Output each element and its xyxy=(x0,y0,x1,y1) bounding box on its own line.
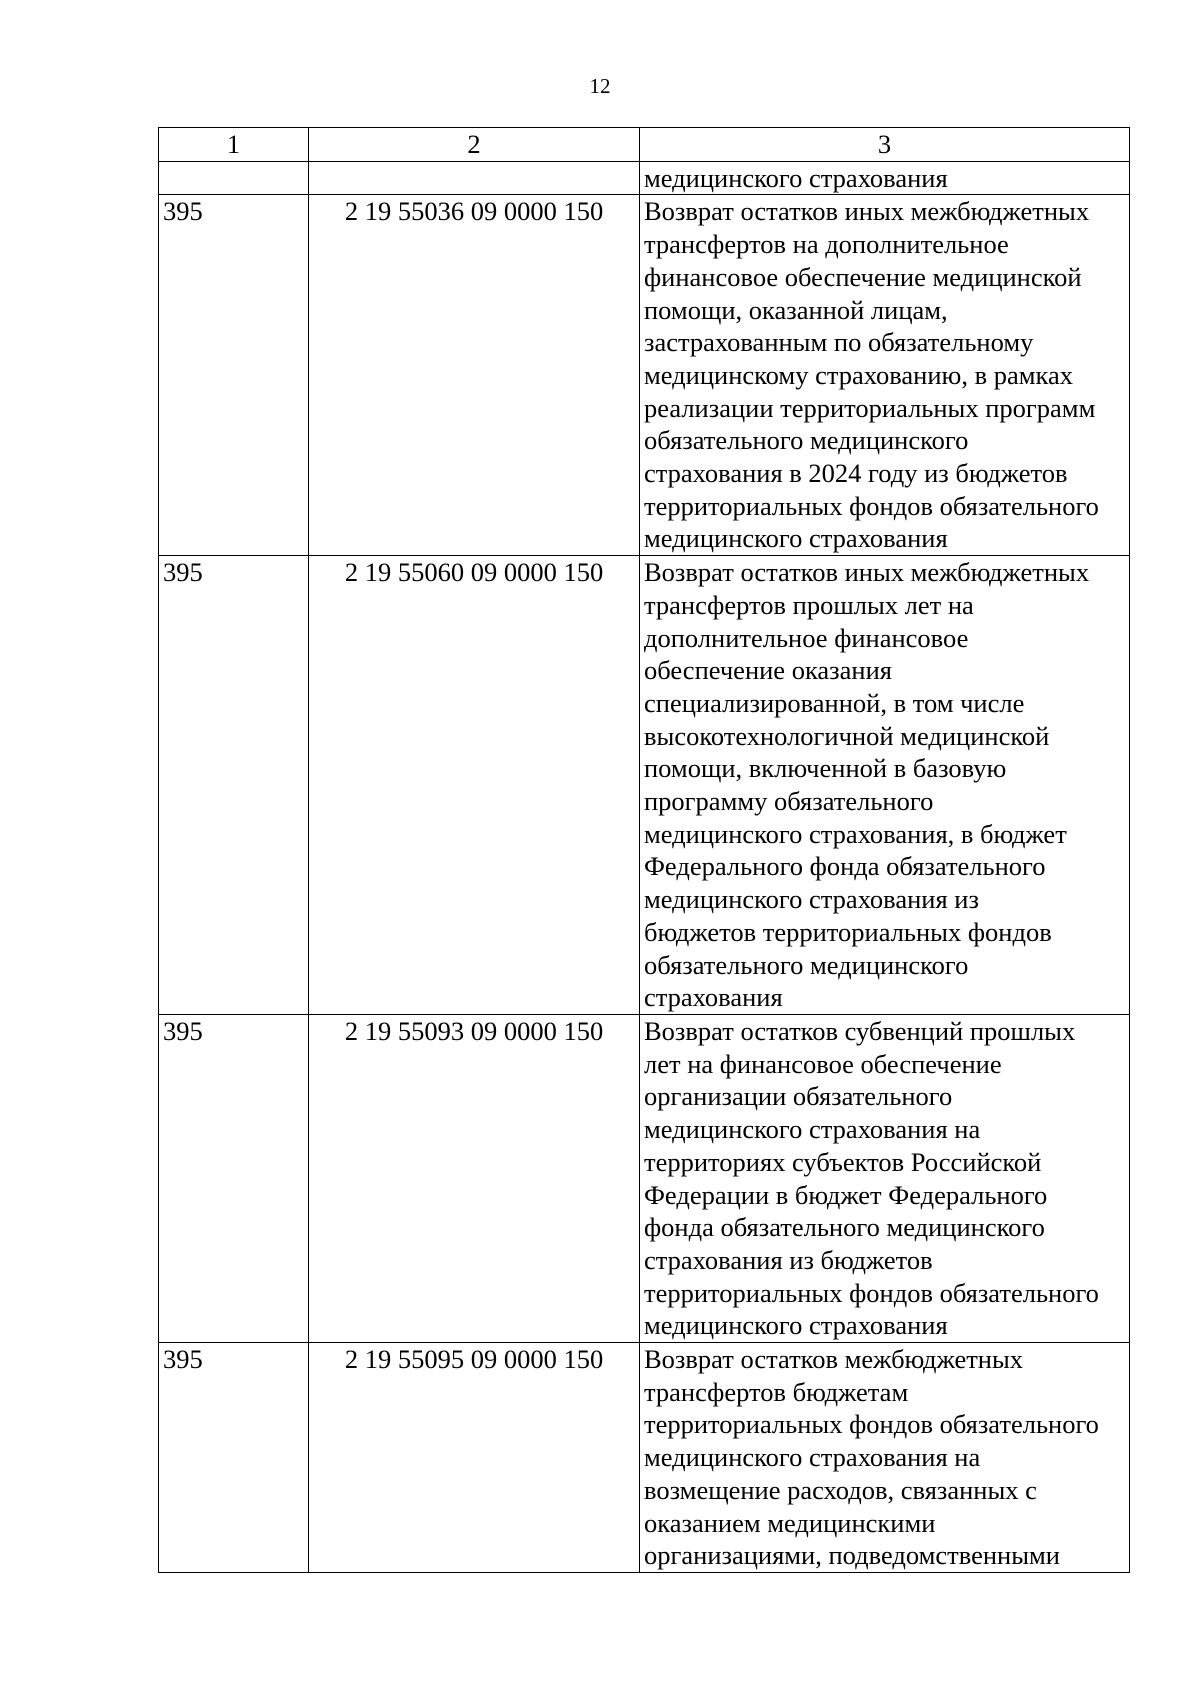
description-line: программу обязательного xyxy=(644,786,934,817)
description-cell xyxy=(640,161,1130,195)
description-line: страхования в 2024 году из бюджетов xyxy=(644,458,1068,489)
description-line: обязательного медицинского xyxy=(644,425,969,456)
kbk-code-cell: 2 19 55036 09 0000 150 xyxy=(309,195,640,556)
description-line: медицинского страхования на xyxy=(644,1114,981,1145)
description-line: помощи, оказанной лицам, xyxy=(644,294,948,325)
admin-code-cell xyxy=(159,161,309,195)
description-line: территориальных фондов обязательного xyxy=(644,1409,1099,1440)
admin-code-cell: 395 xyxy=(159,1014,309,1342)
kbk-code-cell xyxy=(309,161,640,195)
description-line: лет на финансовое обеспечение xyxy=(644,1048,1002,1079)
description-line: Возврат остатков субвенций прошлых xyxy=(644,1015,1076,1046)
admin-code-cell: 395 xyxy=(159,1343,309,1573)
description-line: медицинского страхования на xyxy=(644,1442,981,1473)
description-line: реализации территориальных программ xyxy=(644,392,1096,423)
description-line: помощи, включенной в базовую xyxy=(644,753,1007,784)
description-line: медицинского страхования xyxy=(644,523,948,554)
description-line: обеспечение оказания xyxy=(644,655,892,686)
description-cell xyxy=(640,1343,1130,1573)
budget-classification-table xyxy=(158,127,1130,1573)
kbk-code-cell: 2 19 55093 09 0000 150 xyxy=(309,1014,640,1342)
description-line: оказанием медицинскими xyxy=(644,1507,936,1538)
description-line: Федерального фонда обязательного xyxy=(644,851,1046,882)
description-line: Возврат остатков иных межбюджетных xyxy=(644,557,1090,588)
description-line: территориях субъектов Российской xyxy=(644,1146,1042,1177)
description-line: Возврат остатков иных межбюджетных xyxy=(644,196,1090,227)
table-row xyxy=(159,1343,1130,1573)
description-line: застрахованным по обязательному xyxy=(644,327,1034,358)
table-row xyxy=(159,195,1130,556)
description-line: территориальных фондов обязательного xyxy=(644,1277,1099,1308)
description-line: медицинскому страхованию, в рамках xyxy=(644,359,1073,390)
table-row xyxy=(159,1014,1130,1342)
description-line: бюджетов территориальных фондов xyxy=(644,916,1052,947)
table-header-row xyxy=(159,128,1130,162)
description-line: трансфертов бюджетам xyxy=(644,1376,909,1407)
column-header-1: 1 xyxy=(159,128,309,162)
kbk-code-cell: 2 19 55095 09 0000 150 xyxy=(309,1343,640,1573)
page-number: 12 xyxy=(589,74,611,98)
description-line: организациями, подведомственными xyxy=(644,1540,1060,1571)
description-cell xyxy=(640,1014,1130,1342)
kbk-code-cell: 2 19 55060 09 0000 150 xyxy=(309,556,640,1015)
description-line: организации обязательного xyxy=(644,1081,953,1112)
table-row xyxy=(159,556,1130,1015)
description-line: обязательного медицинского xyxy=(644,949,969,980)
description-line: трансфертов на дополнительное xyxy=(644,229,1009,260)
description-line: высокотехнологичной медицинской xyxy=(644,720,1050,751)
description-line: медицинского страхования xyxy=(644,162,948,193)
description-line: Возврат остатков межбюджетных xyxy=(644,1344,1024,1375)
description-line: территориальных фондов обязательного xyxy=(644,490,1099,521)
description-line: финансовое обеспечение медицинской xyxy=(644,261,1082,292)
description-line: фонда обязательного медицинского xyxy=(644,1212,1045,1243)
table-row xyxy=(159,161,1130,195)
description-line: страхования из бюджетов xyxy=(644,1244,933,1275)
admin-code-cell: 395 xyxy=(159,556,309,1015)
column-header-2: 2 xyxy=(309,128,640,162)
description-cell xyxy=(640,556,1130,1015)
description-line: медицинского страхования из xyxy=(644,884,979,915)
description-line: специализированной, в том числе xyxy=(644,687,1025,718)
description-line: медицинского страхования, в бюджет xyxy=(644,818,1067,849)
description-line: страхования xyxy=(644,982,783,1013)
description-line: трансфертов прошлых лет на xyxy=(644,589,974,620)
description-line: дополнительное финансовое xyxy=(644,622,969,653)
description-line: медицинского страхования xyxy=(644,1310,948,1341)
description-line: Федерации в бюджет Федерального xyxy=(644,1179,1048,1210)
column-header-3: 3 xyxy=(640,128,1130,162)
admin-code-cell: 395 xyxy=(159,195,309,556)
description-line: возмещение расходов, связанных с xyxy=(644,1474,1037,1505)
description-cell xyxy=(640,195,1130,556)
